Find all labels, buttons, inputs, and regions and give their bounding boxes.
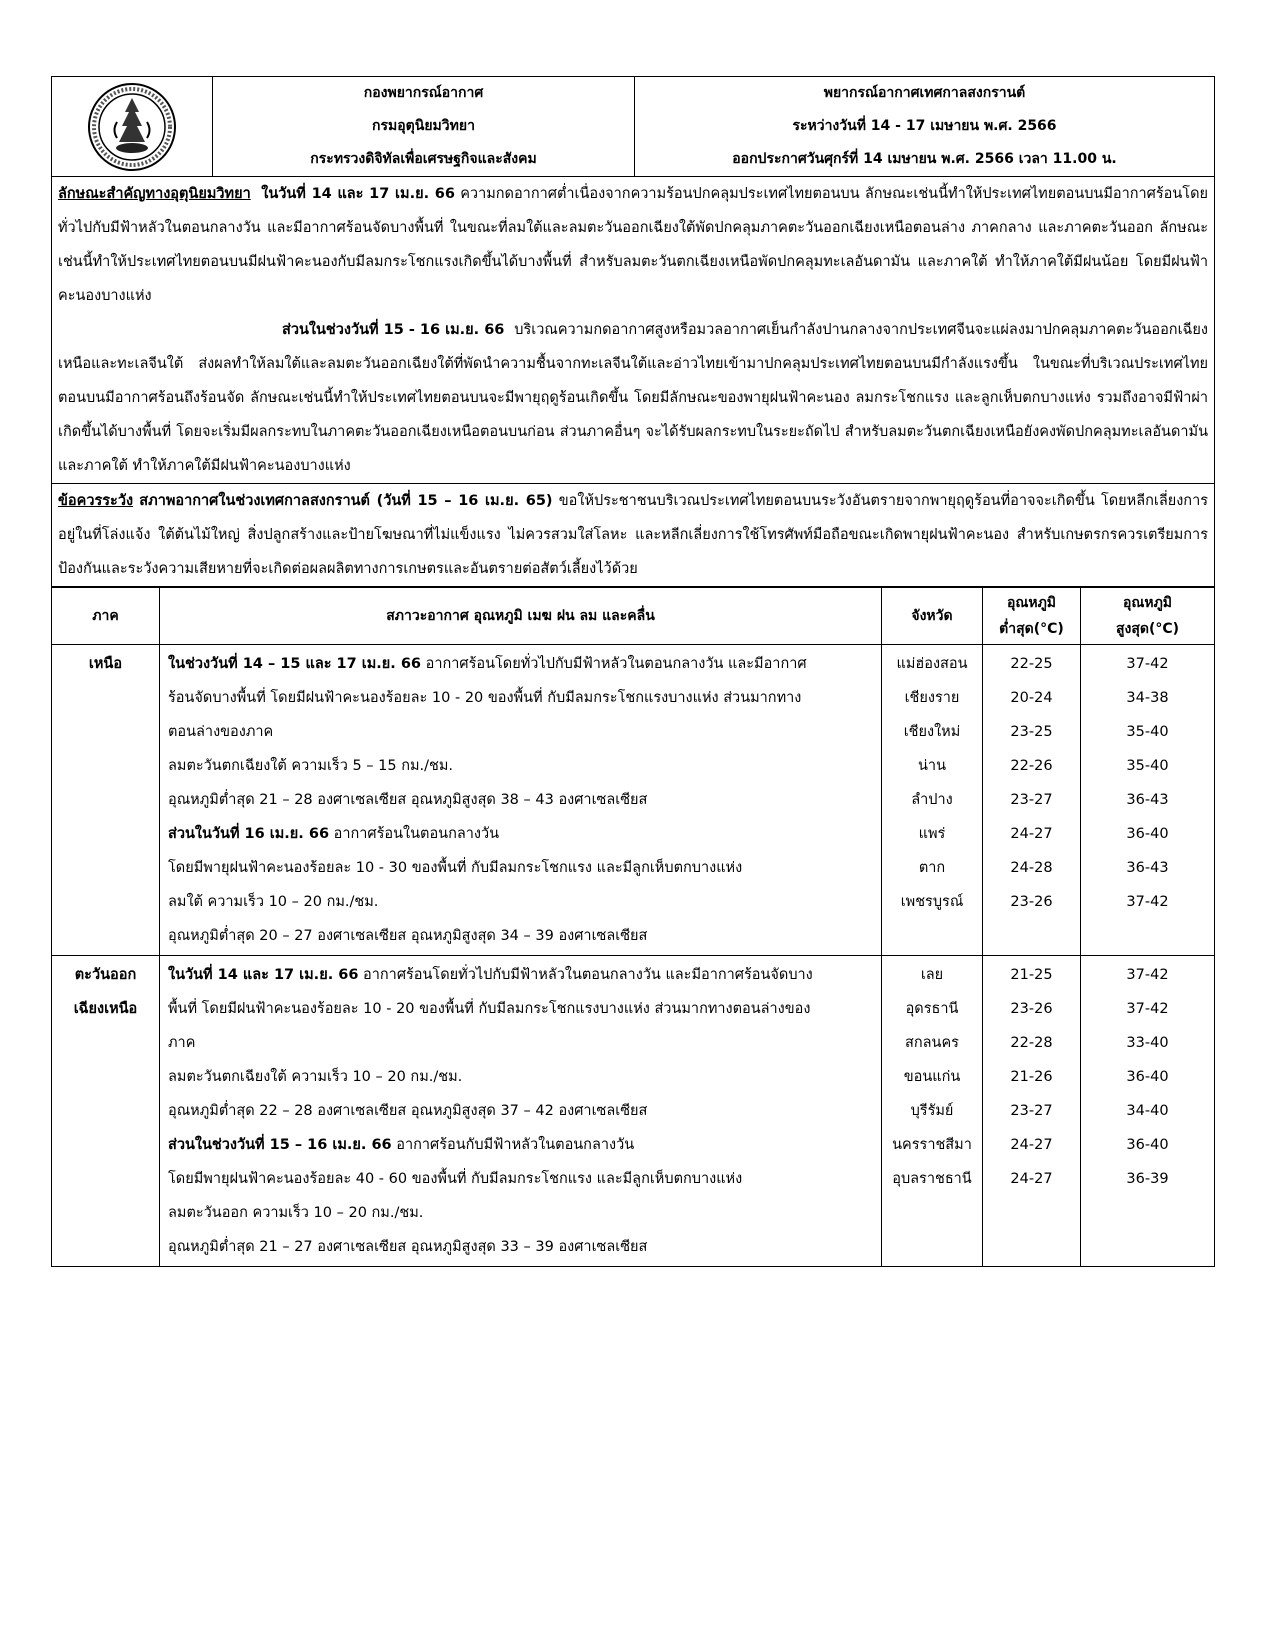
- north-d1-line3: ตอนล่างของภาค: [168, 724, 274, 740]
- northeast-tmin: [983, 956, 1081, 1267]
- list-item: 23-27: [1010, 1103, 1053, 1119]
- list-item: 34-40: [1126, 1103, 1169, 1119]
- list-item: 37-42: [1126, 967, 1169, 983]
- summary-cell: [52, 177, 1215, 484]
- list-item: 21-25: [1010, 967, 1053, 983]
- col-tmin: [983, 588, 1081, 645]
- northeast-d2-line1: อากาศร้อนกับมีฟ้าหลัวในตอนกลางวัน: [396, 1137, 635, 1153]
- list-item: 35-40: [1126, 758, 1169, 774]
- list-item: เชียงใหม่: [903, 724, 961, 740]
- northeast-d1-line3: ภาค: [168, 1035, 196, 1051]
- forecast-document: [51, 76, 1215, 1267]
- list-item: เพชรบูรณ์: [900, 894, 964, 910]
- caution-cell: [52, 484, 1215, 587]
- northeast-d2-temp: อุณหภูมิต่ำสุด 21 – 27 องศาเซลเซียส อุณหภูมิสูงสุด 33 – 39 องศาเซลเซียส: [168, 1239, 648, 1255]
- north-d2-temp: อุณหภูมิต่ำสุด 20 – 27 องศาเซลเซียส อุณหภูมิสูงสุด 34 – 39 องศาเซลเซียส: [168, 928, 648, 944]
- north-d1-wind: ลมตะวันตกเฉียงใต้ ความเร็ว 5 – 15 กม./ชม.: [168, 758, 454, 774]
- list-item: 35-40: [1126, 724, 1169, 740]
- list-item: 22-25: [1010, 656, 1053, 672]
- list-item: 36-43: [1126, 860, 1169, 876]
- northeast-description: [160, 956, 882, 1267]
- northeast-d2-line2: โดยมีพายุฝนฟ้าคะนองร้อยละ 40 - 60 ของพื้นที่ กับมีลมกระโชกแรง และมีลูกเห็บตกบางแห่ง: [168, 1171, 743, 1187]
- northeast-provinces: [882, 956, 983, 1267]
- north-d1-lead: ในช่วงวันที่ 14 – 15 และ 17 เม.ย. 66: [168, 656, 422, 672]
- col-tmin-line1: อุณหภูมิ: [1006, 595, 1057, 611]
- list-item: 23-27: [1010, 792, 1053, 808]
- list-item: 21-26: [1010, 1069, 1053, 1085]
- list-item: 22-28: [1010, 1035, 1053, 1051]
- table-header-row: [52, 588, 1215, 645]
- table-row-north: [52, 645, 1215, 956]
- north-description: [160, 645, 882, 956]
- region-northeast: [52, 956, 160, 1267]
- list-item: แพร่: [918, 826, 946, 842]
- caution-heading: ข้อควรระวัง: [58, 493, 134, 509]
- northeast-d1-line1: อากาศร้อนโดยทั่วไปกับมีฟ้าหลัวในตอนกลางวัน และมีอากาศร้อนจัดบาง: [363, 967, 813, 983]
- northeast-d1-lead: ในวันที่ 14 และ 17 เม.ย. 66: [168, 967, 359, 983]
- table-row-northeast: [52, 956, 1215, 1267]
- list-item: ตาก: [918, 860, 946, 876]
- region-north-label: เหนือ: [88, 656, 123, 672]
- north-d1-temp: อุณหภูมิต่ำสุด 21 – 28 องศาเซลเซียส อุณหภูมิสูงสุด 38 – 43 องศาเซลเซียส: [168, 792, 648, 808]
- department-seal-icon: [87, 82, 177, 172]
- forecast-issued: ออกประกาศวันศุกร์ที่ 14 เมษายน พ.ศ. 2566 เวลา 11.00 น.: [732, 151, 1117, 167]
- northeast-d1-wind: ลมตะวันตกเฉียงใต้ ความเร็ว 10 – 20 กม./ชม.: [168, 1069, 463, 1085]
- header-table: [51, 76, 1215, 177]
- list-item: 20-24: [1010, 690, 1053, 706]
- list-item: อุบลราชธานี: [892, 1171, 972, 1187]
- list-item: 34-38: [1126, 690, 1169, 706]
- list-item: 33-40: [1126, 1035, 1169, 1051]
- list-item: บุรีรัมย์: [910, 1103, 954, 1119]
- list-item: 22-26: [1010, 758, 1053, 774]
- list-item: 36-39: [1126, 1171, 1169, 1187]
- northeast-d1-temp: อุณหภูมิต่ำสุด 22 – 28 องศาเซลเซียส อุณหภูมิสูงสุด 37 – 42 องศาเซลเซียส: [168, 1103, 648, 1119]
- list-item: ลำปาง: [911, 792, 953, 808]
- north-d1-line2: ร้อนจัดบางพื้นที่ โดยมีฝนฟ้าคะนองร้อยละ 10 - 20 ของพื้นที่ กับมีลมกระโชกแรงบางแห่ง ส่วนมากทาง: [168, 690, 802, 706]
- col-tmin-line2: ต่ำสุด(°C): [999, 621, 1064, 637]
- logo-cell: [52, 77, 213, 177]
- regional-forecast-table: [51, 587, 1215, 1267]
- caution-text: ขอให้ประชาชนบริเวณประเทศไทยตอนบนระวังอันตรายจากพายุฤดูร้อนที่อาจจะเกิดขึ้น โดยหลีกเลี่ยงการอยู่ในที่โล่งแจ้ง ใต้ต้นไม้ใหญ่ สิ่งปลูกสร้างและป้ายโฆษณาที่ไม่แข็งแรง ไม่ควรสวมใส่โลหะ และหลีกเลี่ยงการใช้โทรศัพท์มือถือขณะเกิดพายุฝนฟ้าคะนอง สำหรับเกษตรกรควรเตรียมการป้องกันและระวังความเสียหายที่จะเกิดต่อผลผลิตทางการเกษตรและอันตรายต่อสัตว์เลี้ยงไว้ด้วย: [58, 493, 1208, 577]
- list-item: 23-26: [1010, 1001, 1053, 1017]
- list-item: สกลนคร: [905, 1035, 959, 1051]
- list-item: 24-27: [1010, 1171, 1053, 1187]
- col-condition: สภาวะอากาศ อุณหภูมิ เมฆ ฝน ลม และคลื่น: [160, 588, 882, 645]
- list-item: 36-40: [1126, 1069, 1169, 1085]
- north-d2-line1: อากาศร้อนในตอนกลางวัน: [333, 826, 500, 842]
- forecast-title: พยากรณ์อากาศเทศกาลสงกรานต์: [823, 85, 1026, 101]
- list-item: 36-40: [1126, 826, 1169, 842]
- list-item: อุดรธานี: [905, 1001, 959, 1017]
- region-northeast-line2: เฉียงเหนือ: [73, 1001, 138, 1017]
- region-northeast-line1: ตะวันออก: [74, 967, 137, 983]
- summary-p1-text: ความกดอากาศต่ำเนื่องจากความร้อนปกคลุมประเทศไทยตอนบน ลักษณะเช่นนี้ทำให้ประเทศไทยตอนบนมีอากาศร้อนโดยทั่วไปกับมีฟ้าหลัวในตอนกลางวัน และมีอากาศร้อนจัดบางพื้นที่ ในขณะที่ลมใต้และลมตะวันออกเฉียงใต้พัดปกคลุมภาคตะวันออกเฉียงเหนือตอนล่าง ภาคกลาง และภาคตะวันออก ลักษณะเช่นนี้ทำให้ประเทศไทยตอนบนมีฝนฟ้าคะนองกับมีลมกระโชกแรงเกิดขึ้นได้บางพื้นที่ สำหรับลมตะวันตกเฉียงเหนือพัดปกคลุมทะเลอันดามัน และภาคใต้ ทำให้ภาคใต้มีฝนน้อย โดยมีฝนฟ้าคะนองบางแห่ง: [58, 186, 1208, 304]
- northeast-tmax: [1081, 956, 1215, 1267]
- list-item: 37-42: [1126, 1001, 1169, 1017]
- list-item: เลย: [920, 967, 944, 983]
- northeast-d2-lead: ส่วนในช่วงวันที่ 15 – 16 เม.ย. 66: [168, 1137, 392, 1153]
- col-tmax-line2: สูงสุด(°C): [1115, 621, 1180, 637]
- summary-p2-text: บริเวณความกดอากาศสูงหรือมวลอากาศเย็นกำลังปานกลางจากประเทศจีนจะแผ่ลงมาปกคลุมภาคตะวันออกเฉียงเหนือและทะเลจีนใต้ ส่งผลทำให้ลมใต้และลมตะวันออกเฉียงใต้ที่พัดนำความชื้นจากทะเลจีนใต้และอ่าวไทยเข้ามาปกคลุมประเทศไทยตอนบนมีกำลังแรงขึ้น ในขณะที่บริเวณประเทศไทยตอนบนมีอากาศร้อนถึงร้อนจัด ลักษณะเช่นนี้ทำให้ประเทศไทยตอนบนจะมีพายุฤดูร้อนเกิดขึ้น โดยมีลักษณะของพายุฝนฟ้าคะนอง ลมกระโชกแรง และลูกเห็บตกบางแห่ง รวมถึงอาจมีฟ้าผ่าเกิดขึ้นได้บางพื้นที่ โดยจะเริ่มมีผลกระทบในภาคตะวันออกเฉียงเหนือตอนบนก่อน ส่วนภาคอื่นๆ จะได้รับผลกระทบในระยะถัดไป สำหรับลมตะวันตกเฉียงเหนือยังคงพัดปกคลุมทะเลอันดามัน และภาคใต้ ทำให้ภาคใต้มีฝนฟ้าคะนองบางแห่ง: [58, 322, 1208, 474]
- list-item: 24-27: [1010, 1137, 1053, 1153]
- north-d2-line2: โดยมีพายุฝนฟ้าคะนองร้อยละ 10 - 30 ของพื้นที่ กับมีลมกระโชกแรง และมีลูกเห็บตกบางแห่ง: [168, 860, 743, 876]
- north-provinces: [882, 645, 983, 956]
- summary-p2-lead: ส่วนในช่วงวันที่ 15 - 16 เม.ย. 66: [282, 322, 505, 338]
- list-item: 36-40: [1126, 1137, 1169, 1153]
- list-item: 23-25: [1010, 724, 1053, 740]
- col-province: จังหวัด: [882, 588, 983, 645]
- north-d2-lead: ส่วนในวันที่ 16 เม.ย. 66: [168, 826, 330, 842]
- col-tmax-line1: อุณหภูมิ: [1122, 595, 1173, 611]
- list-item: เชียงราย: [904, 690, 960, 706]
- region-north: [52, 645, 160, 956]
- north-d2-wind: ลมใต้ ความเร็ว 10 – 20 กม./ชม.: [168, 894, 379, 910]
- north-d1-line1: อากาศร้อนโดยทั่วไปกับมีฟ้าหลัวในตอนกลางวัน และมีอากาศ: [425, 656, 807, 672]
- forecast-period: ระหว่างวันที่ 14 - 17 เมษายน พ.ศ. 2566: [792, 118, 1057, 134]
- issuer-cell: [213, 77, 635, 177]
- northeast-d2-wind: ลมตะวันออก ความเร็ว 10 – 20 กม./ชม.: [168, 1205, 424, 1221]
- list-item: 23-26: [1010, 894, 1053, 910]
- list-item: 37-42: [1126, 894, 1169, 910]
- summary-p1-lead: ในวันที่ 14 และ 17 เม.ย. 66: [261, 186, 455, 202]
- northeast-d1-line2: พื้นที่ โดยมีฝนฟ้าคะนองร้อยละ 10 - 20 ของพื้นที่ กับมีลมกระโชกแรงบางแห่ง ส่วนมากทางตอนล่างของ: [168, 1001, 811, 1017]
- list-item: แม่ฮ่องสอน: [896, 656, 968, 672]
- list-item: 37-42: [1126, 656, 1169, 672]
- list-item: ขอนแก่น: [903, 1069, 961, 1085]
- north-tmax: [1081, 645, 1215, 956]
- list-item: 24-27: [1010, 826, 1053, 842]
- summary-heading: ลักษณะสำคัญทางอุตุนิยมวิทยา: [58, 186, 251, 202]
- north-tmin: [983, 645, 1081, 956]
- summary-table: [51, 177, 1215, 587]
- forecast-title-cell: [635, 77, 1215, 177]
- list-item: น่าน: [918, 758, 946, 774]
- col-tmax: [1081, 588, 1215, 645]
- caution-lead: สภาพอากาศในช่วงเทศกาลสงกรานต์ (วันที่ 15 – 16 เม.ย. 65): [139, 493, 553, 509]
- list-item: 36-43: [1126, 792, 1169, 808]
- issuer-division: กองพยากรณ์อากาศ: [363, 85, 484, 101]
- list-item: 24-28: [1010, 860, 1053, 876]
- col-region: ภาค: [52, 588, 160, 645]
- issuer-department: กรมอุตุนิยมวิทยา: [372, 118, 475, 134]
- list-item: นครราชสีมา: [892, 1137, 972, 1153]
- issuer-ministry: กระทรวงดิจิทัลเพื่อเศรษฐกิจและสังคม: [310, 151, 537, 167]
